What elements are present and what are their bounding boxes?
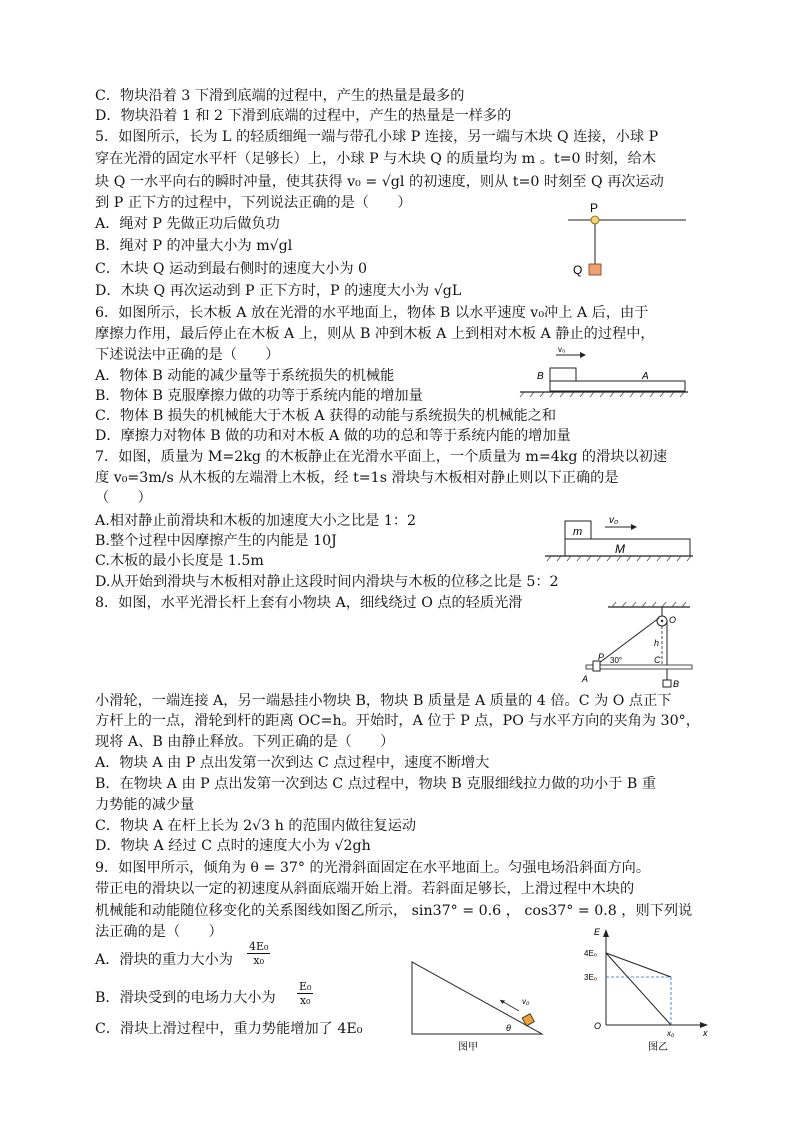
q7-stem-line-2: 度 v₀=3m/s 从木板的左端滑上木板，经 t=1s 滑块与木板相对静止则以下正确的是 <box>95 470 619 486</box>
q8-label-a: A <box>582 674 589 684</box>
q9-label-x0: x₀ <box>667 1029 675 1038</box>
q9-label-e: E <box>594 927 601 937</box>
q6-option-a: A．物体 B 动能的减少量等于系统损失的机械能 <box>95 368 395 384</box>
q9-figure-a <box>412 962 547 1052</box>
q9-option-b-text: B．滑块受到的电场力大小为 <box>95 990 276 1006</box>
q5-stem-line-3: 块 Q 一水平向右的瞬时冲量，使其获得 v₀ = √gl 的初速度，则从 t=0 时刻至 Q 再次运动 <box>95 174 664 190</box>
q9-figure-b <box>582 925 712 1055</box>
q7-stem-line-1: 7．如图，质量为 M=2kg 的木板静止在光滑水平面上，一个质量为 m=4kg 的滑块以初速 <box>95 449 668 465</box>
q5-option-c: C．木块 Q 运动到最右侧时的速度大小为 0 <box>95 261 368 277</box>
q8-option-b-line-2: 力势能的减少量 <box>95 797 195 813</box>
q7-label-m: m <box>573 526 583 538</box>
q8-label-angle: 30° <box>610 656 623 665</box>
q8-string-po <box>599 618 659 663</box>
q9-axis-e-arrow <box>603 929 609 937</box>
q5-ball-p <box>591 216 599 224</box>
q9-label-x: x <box>703 1028 708 1038</box>
q6-stem-line-1: 6．如图所示，长木板 A 放在光滑的水平地面上，物体 B 以水平速度 v₀冲上 A 后，由于 <box>95 305 649 321</box>
q7-option-c: C.木板的最小长度是 1.5m <box>95 553 264 569</box>
q7-board-M <box>565 539 690 556</box>
q7-arrowhead <box>631 524 637 530</box>
q7-label-M: M <box>615 542 625 556</box>
q9-label-v0: v₀ <box>522 997 530 1006</box>
q6-block-b <box>550 368 576 381</box>
q9-stem-line-2: 带正电的滑块以一定的初速度从斜面底端开始上滑。若斜面足够长，上滑过程中木块的 <box>95 881 635 897</box>
q9-option-b-denominator: x₀ <box>299 994 311 1007</box>
q9-line-kinetic-energy <box>606 953 671 1025</box>
q9-stem-line-1: 9．如图甲所示，倾角为 θ = 37° 的光滑斜面固定在水平地面上。匀强电场沿斜面方向。 <box>95 860 651 876</box>
q9-option-a-denominator: x₀ <box>253 954 265 967</box>
q6-label-a: A <box>642 371 649 382</box>
q8-label-c: C <box>654 655 661 665</box>
q8-label-p: P <box>598 652 605 662</box>
q8-label-o: O <box>669 615 677 625</box>
q8-stem-line-3: 方杆上的一点，滑轮到杆的距离 OC=h。开始时，A 位于 P 点，PO 与水平方向的夹角为 30°， <box>95 713 700 729</box>
q8-rod <box>586 665 692 669</box>
q5-option-d: D．木块 Q 再次运动到 P 正下方时，P 的速度大小为 √gL <box>95 283 462 299</box>
q7-label-v0: v₀ <box>609 515 619 526</box>
q7-figure <box>545 511 695 567</box>
q8-stem-line-4: 现将 A、B 由静止释放。下列正确的是（ ） <box>95 734 395 750</box>
q7-option-a: A.相对静止前滑块和木板的加速度大小之比是 1：2 <box>95 513 417 529</box>
q9-label-theta: θ <box>506 1023 511 1033</box>
q9-label-o: O <box>594 1021 602 1031</box>
q9-label-3e0: 3E₀ <box>584 973 598 982</box>
q9-option-a-fraction <box>247 940 270 967</box>
q8-block-a <box>593 661 600 671</box>
q5-label-q: Q <box>573 263 583 277</box>
q7-option-d: D.从开始到滑块与木板相对静止这段时间内滑块与木板的位移之比是 5：2 <box>95 574 559 590</box>
q7-stem-line-3: （ ） <box>95 490 152 506</box>
q5-figure <box>568 200 688 280</box>
q8-stem-line-2: 小滑轮，一端连接 A，另一端悬挂小物块 B，物块 B 质量是 A 质量的 4 倍。C 为 O 点正下 <box>95 693 672 709</box>
q5-label-p: P <box>590 201 599 215</box>
q9-option-a-numerator: 4E₀ <box>249 940 269 953</box>
q6-arrowhead <box>580 352 586 358</box>
q9-option-a-text: A．滑块的重力大小为 <box>95 952 233 968</box>
q6-figure <box>520 343 690 403</box>
q7-option-b: B.整个过程中因摩擦产生的内能是 10J <box>95 533 337 549</box>
q9-option-b-numerator: E₀ <box>299 980 312 993</box>
q4-option-c: C．物块沿着 3 下滑到底端的过程中，产生的热量是最多的 <box>95 88 465 104</box>
q8-option-c: C．物块 A 在杆上长为 2√3 h 的范围内做往复运动 <box>95 818 417 834</box>
q9-caption-b: 图乙 <box>648 1042 668 1053</box>
q5-stem-line-1: 5．如图所示，长为 L 的轻质细绳一端与带孔小球 P 连接，另一端与木块 Q 连接，小球 P <box>95 129 659 145</box>
q9-option-c: C．滑块上滑过程中，重力势能增加了 4E₀ <box>95 1021 363 1037</box>
q6-label-b: B <box>537 371 544 382</box>
q9-label-4e0: 4E₀ <box>584 949 598 958</box>
q8-pulley-axle <box>661 620 663 622</box>
q8-label-h: h <box>654 638 660 648</box>
q5-option-b: B．绳对 P 的冲量大小为 m√gl <box>95 238 293 254</box>
q9-stem-line-4: 法正确的是（ ） <box>95 924 223 940</box>
q8-label-b: B <box>673 679 680 689</box>
q6-option-d: D．摩擦力对物体 B 做的功和对木板 A 做的功的总和等于系统内能的增加量 <box>95 428 571 444</box>
q9-option-b-fraction <box>297 980 313 1007</box>
q6-label-v0: v₀ <box>558 345 566 354</box>
q8-option-d: D．物块 A 经过 C 点时的速度大小为 √2gh <box>95 838 371 854</box>
q9-caption-a: 图甲 <box>458 1042 478 1053</box>
q6-stem-line-3: 下述说法中正确的是（ ） <box>95 347 280 363</box>
q5-option-a: A．绳对 P 先做正功后做负功 <box>95 216 280 232</box>
q8-ceiling-hatch <box>612 602 686 607</box>
q9-option-b <box>95 988 276 1008</box>
q8-option-a: A．物块 A 由 P 点出发第一次到达 C 点过程中，速度不断增大 <box>95 755 490 771</box>
q5-stem-line-2: 穿在光滑的固定水平杆（足够长）上，小球 P 与木块 Q 的质量均为 m 。t=0 时刻，给木 <box>95 151 657 167</box>
q6-option-b: B．物体 B 克服摩擦力做的功等于系统内能的增加量 <box>95 388 423 404</box>
q6-ground-hatch <box>520 392 684 397</box>
q5-stem-line-4: 到 P 正下方的过程中，下列说法正确的是（ ） <box>95 195 412 211</box>
q8-stem-line-1: 8．如图，水平光滑长杆上套有小物块 A，细线绕过 O 点的轻质光滑 <box>95 595 523 611</box>
q6-stem-line-2: 摩擦力作用，最后停止在木板 A 上，则从 B 冲到木板 A 上到相对木板 A 静止的过程中， <box>95 326 655 342</box>
q8-block-b <box>663 680 671 687</box>
q6-option-c: C．物体 B 损失的机械能大于木板 A 获得的动能与系统损失的机械能之和 <box>95 408 557 424</box>
q7-ground-hatch <box>547 556 691 561</box>
q9-line-mechanical-energy <box>606 953 671 977</box>
q8-option-b-line-1: B．在物块 A 由 P 点出发第一次到达 C 点过程中，物块 B 克服细线拉力做的功小于 B 重 <box>95 776 657 792</box>
q9-option-a <box>95 950 233 970</box>
q4-option-d: D．物块沿着 1 和 2 下滑到底端的过程中，产生的热量是一样多的 <box>95 108 512 124</box>
q9-stem-line-3: 机械能和动能随位移变化的关系图线如图乙所示， sin37° = 0.6 ， cos37° = 0.8 ，则下列说 <box>95 903 693 919</box>
q5-block-q <box>589 264 601 275</box>
q6-board-a <box>550 381 685 391</box>
q8-figure <box>580 602 698 688</box>
